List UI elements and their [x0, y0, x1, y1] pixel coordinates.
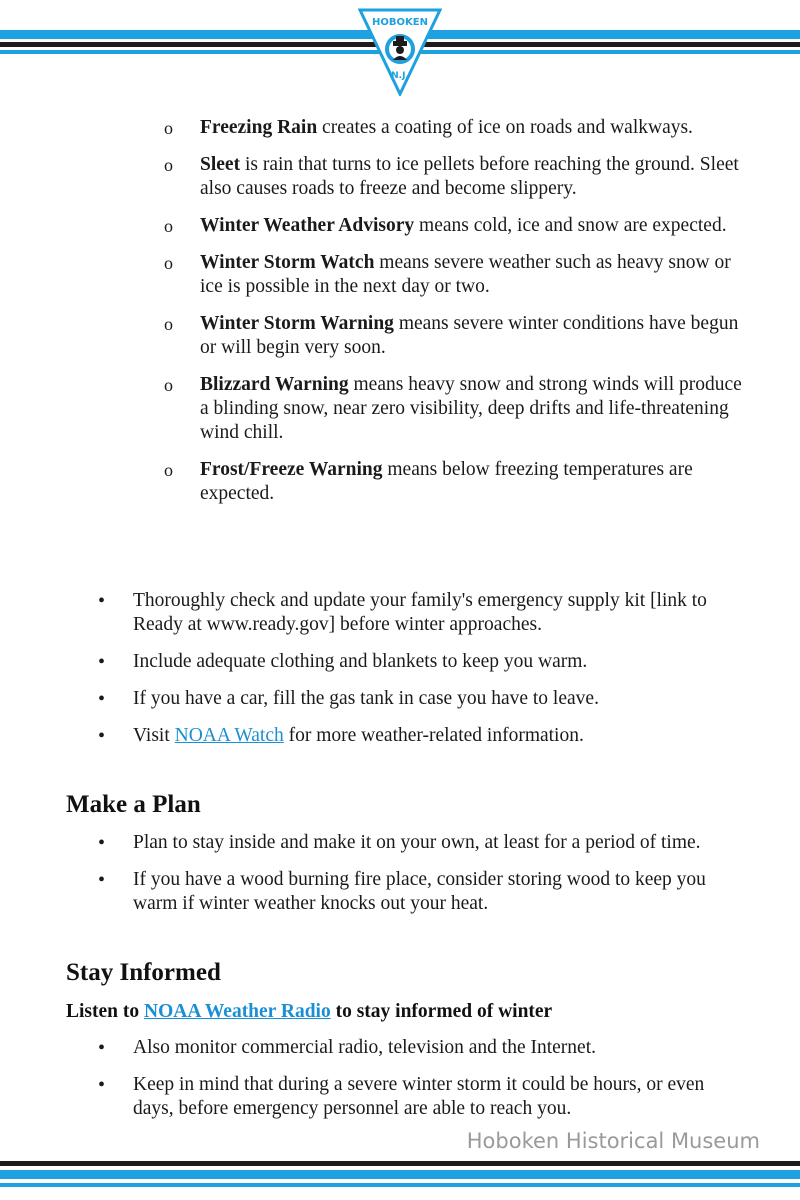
bullet-marker: • — [98, 688, 106, 710]
term-description: creates a coating of ice on roads and walkways. — [317, 117, 693, 138]
list-item-text: Thoroughly check and update your family's emergency supply kit [link to Ready at www.ready.gov] before winter approaches. — [133, 590, 707, 635]
bottom-band-blue-1 — [0, 1170, 800, 1179]
bullet-marker: • — [98, 1074, 106, 1096]
list-item — [0, 868, 800, 916]
term-winter-storm-warning — [0, 312, 800, 360]
term-winter-weather-advisory — [0, 214, 800, 238]
list-item-text: Also monitor commercial radio, television and the Internet. — [133, 1037, 596, 1058]
term-label: Winter Storm Watch — [200, 252, 375, 273]
bullet-marker: • — [98, 725, 106, 747]
term-description: means severe weather such as heavy snow or ice is possible in the next day or two. — [200, 252, 731, 297]
bullet-marker: • — [98, 869, 106, 891]
list-marker: o — [164, 314, 173, 334]
term-blizzard-warning — [0, 373, 800, 445]
informed-list — [0, 1036, 800, 1134]
term-description: means severe winter conditions have begun or will begin very soon. — [200, 313, 739, 358]
term-label: Blizzard Warning — [200, 374, 349, 395]
list-marker: o — [164, 216, 173, 236]
bullet-marker: • — [98, 651, 106, 673]
list-item — [0, 1073, 800, 1121]
list-item-text: If you have a car, fill the gas tank in case you have to leave. — [133, 688, 599, 709]
list-item — [0, 589, 800, 637]
hoboken-seal-logo — [358, 8, 442, 96]
term-label: Freezing Rain — [200, 117, 318, 138]
bottom-band-dark — [0, 1161, 800, 1166]
list-item — [0, 687, 800, 711]
term-description: means heavy snow and strong winds will produce a blinding snow, near zero visibility, deep drifts and life-threatening wind chill. — [200, 374, 742, 443]
bottom-band-blue-2 — [0, 1183, 800, 1187]
bullet-marker: • — [98, 1037, 106, 1059]
list-item-text: Include adequate clothing and blankets to keep you warm. — [133, 651, 588, 672]
term-label: Winter Weather Advisory — [200, 215, 415, 236]
term-freezing-rain — [0, 116, 800, 140]
list-item — [0, 1036, 800, 1060]
list-item — [0, 724, 800, 748]
list-item — [0, 650, 800, 674]
list-marker: o — [164, 253, 173, 273]
noaa-radio-subheading — [66, 999, 552, 1025]
plan-list — [0, 831, 800, 929]
term-frost-freeze-warning — [0, 458, 800, 506]
term-label: Frost/Freeze Warning — [200, 459, 383, 480]
term-label: Winter Storm Warning — [200, 313, 394, 334]
term-label: Sleet — [200, 154, 241, 175]
stay-informed-heading: Stay Informed — [66, 959, 221, 986]
svg-text:N.J.: N.J. — [391, 71, 409, 81]
term-description: is rain that turns to ice pellets before reaching the ground. Sleet also causes roads to freeze and become slippery. — [200, 154, 739, 199]
visit-prefix: Visit — [133, 725, 175, 746]
list-item-text: Plan to stay inside and make it on your own, at least for a period of time. — [133, 832, 701, 853]
museum-watermark: Hoboken Historical Museum — [466, 1129, 760, 1153]
list-marker: o — [164, 118, 173, 138]
subhead-suffix: to stay informed of winter — [330, 1001, 553, 1022]
noaa-watch-link[interactable]: NOAA Watch — [174, 725, 284, 746]
bullet-marker: • — [98, 832, 106, 854]
make-a-plan-heading: Make a Plan — [66, 791, 201, 818]
winter-terms-list — [0, 116, 800, 519]
term-winter-storm-watch — [0, 251, 800, 299]
term-description: means below freezing temperatures are expected. — [200, 459, 693, 504]
subhead-prefix: Listen to — [66, 1001, 144, 1022]
list-marker: o — [164, 460, 173, 480]
bullet-marker: • — [98, 590, 106, 612]
svg-text:HOBOKEN: HOBOKEN — [372, 17, 428, 28]
list-item-text: If you have a wood burning fire place, consider storing wood to keep you warm if winter weather knocks out your heat. — [133, 869, 706, 914]
list-marker: o — [164, 155, 173, 175]
term-description: means cold, ice and snow are expected. — [414, 215, 727, 236]
noaa-weather-radio-link[interactable]: NOAA Weather Radio — [144, 1001, 331, 1022]
list-item-text — [133, 724, 740, 748]
list-item — [0, 831, 800, 855]
list-marker: o — [164, 375, 173, 395]
term-sleet — [0, 153, 800, 201]
prepare-list — [0, 589, 800, 761]
visit-suffix: for more weather-related information. — [283, 725, 584, 746]
list-item-text: Keep in mind that during a severe winter storm it could be hours, or even days, before emergency personnel are able to reach you. — [133, 1074, 705, 1119]
